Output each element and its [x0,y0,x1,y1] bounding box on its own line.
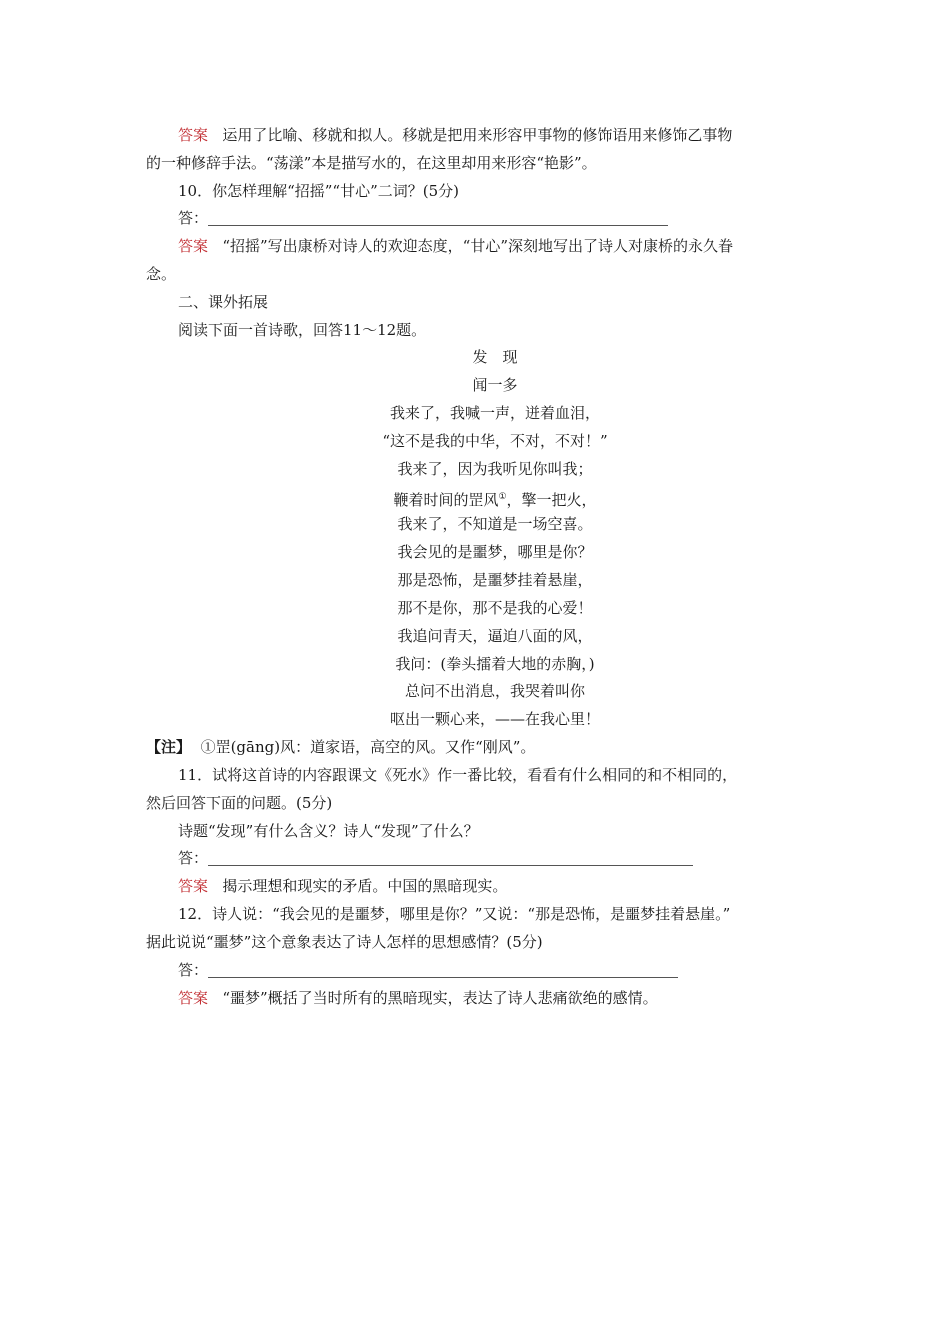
poem-line: “这不是我的中华，不对，不对！” [382,432,608,450]
footnote: 【注】 ①罡(gāng)风：道家语，高空的风。又作“刚风”。 [146,738,536,756]
answer-label: 答案 [178,126,209,144]
answer-blank-line [208,961,678,978]
note-label: 【注】 [146,738,192,756]
footnote-mark: ① [498,492,507,502]
poem-author: 闻一多 [472,376,518,394]
question-11-line1: 11．试将这首诗的内容跟课文《死水》作一番比较，看看有什么相同的和不相同的， [178,766,738,784]
question-11-line2: 然后回答下面的问题。(5分) [146,794,333,812]
question-11-sub: 诗题“发现”有什么含义？诗人“发现”了什么？ [178,822,479,840]
q11-answer-field[interactable] [178,848,693,868]
poem-line: 总问不出消息，我哭着叫你 [404,682,585,700]
answer-prompt: 答： [178,209,209,227]
q9-answer-line2: 的一种修辞手法。“荡漾”本是描写水的，在这里却用来形容“艳影”。 [146,154,597,172]
poem-line: 那是恐怖，是噩梦挂着悬崖， [397,571,593,589]
q10-answer-field[interactable] [178,208,668,228]
q10-answer-line2: 念。 [146,265,177,283]
question-10: 10．你怎样理解“招摇”“甘心”二词？(5分) [178,182,460,200]
answer-label: 答案 [178,237,209,255]
answer-prompt: 答： [178,849,209,867]
q9-answer-line1: 答案 运用了比喻、移就和拟人。移就是把用来形容甲事物的修饰语用来修饰乙事物 [178,126,733,144]
q12-answer: 答案 “噩梦”概括了当时所有的黑暗现实，表达了诗人悲痛欲绝的感情。 [178,989,658,1007]
q10-answer-line1: 答案 “招摇”写出康桥对诗人的欢迎态度，“甘心”深刻地写出了诗人对康桥的永久眷 [178,237,734,255]
answer-blank-line [208,209,668,226]
q11-answer: 答案 揭示理想和现实的矛盾。中国的黑暗现实。 [178,877,508,895]
poem-title: 发 现 [472,348,518,366]
poem-line: 我来了，我喊一声，迸着血泪， [389,404,600,422]
poem-line: 那不是你，那不是我的心爱！ [397,599,593,617]
answer-label: 答案 [178,877,209,895]
question-12-line1: 12．诗人说：“我会见的是噩梦，哪里是你？”又说：“那是恐怖，是噩梦挂着悬崖。” [178,905,731,923]
poem-line: 我问：(拳头擂着大地的赤胸，) [395,655,595,673]
section-heading: 二、课外拓展 [178,293,269,311]
poem-line: 我追问青天，逼迫八面的风， [397,627,593,645]
poem-line: 我来了，不知道是一场空喜。 [397,515,593,533]
answer-prompt: 答： [178,961,209,979]
poem-line: 呕出一颗心来，——在我心里！ [389,710,600,728]
answer-blank-line [208,849,693,866]
reading-instruction: 阅读下面一首诗歌，回答11～12题。 [178,321,427,339]
answer-label: 答案 [178,989,209,1007]
poem-line: 我会见的是噩梦，哪里是你？ [397,543,593,561]
poem-line: 我来了，因为我听见你叫我； [397,460,593,478]
q12-answer-field[interactable] [178,960,678,980]
question-12-line2: 据此说说“噩梦”这个意象表达了诗人怎样的思想感情？(5分) [146,933,543,951]
poem-line-with-footnote: 鞭着时间的罡风①，擎一把火， [393,491,597,509]
